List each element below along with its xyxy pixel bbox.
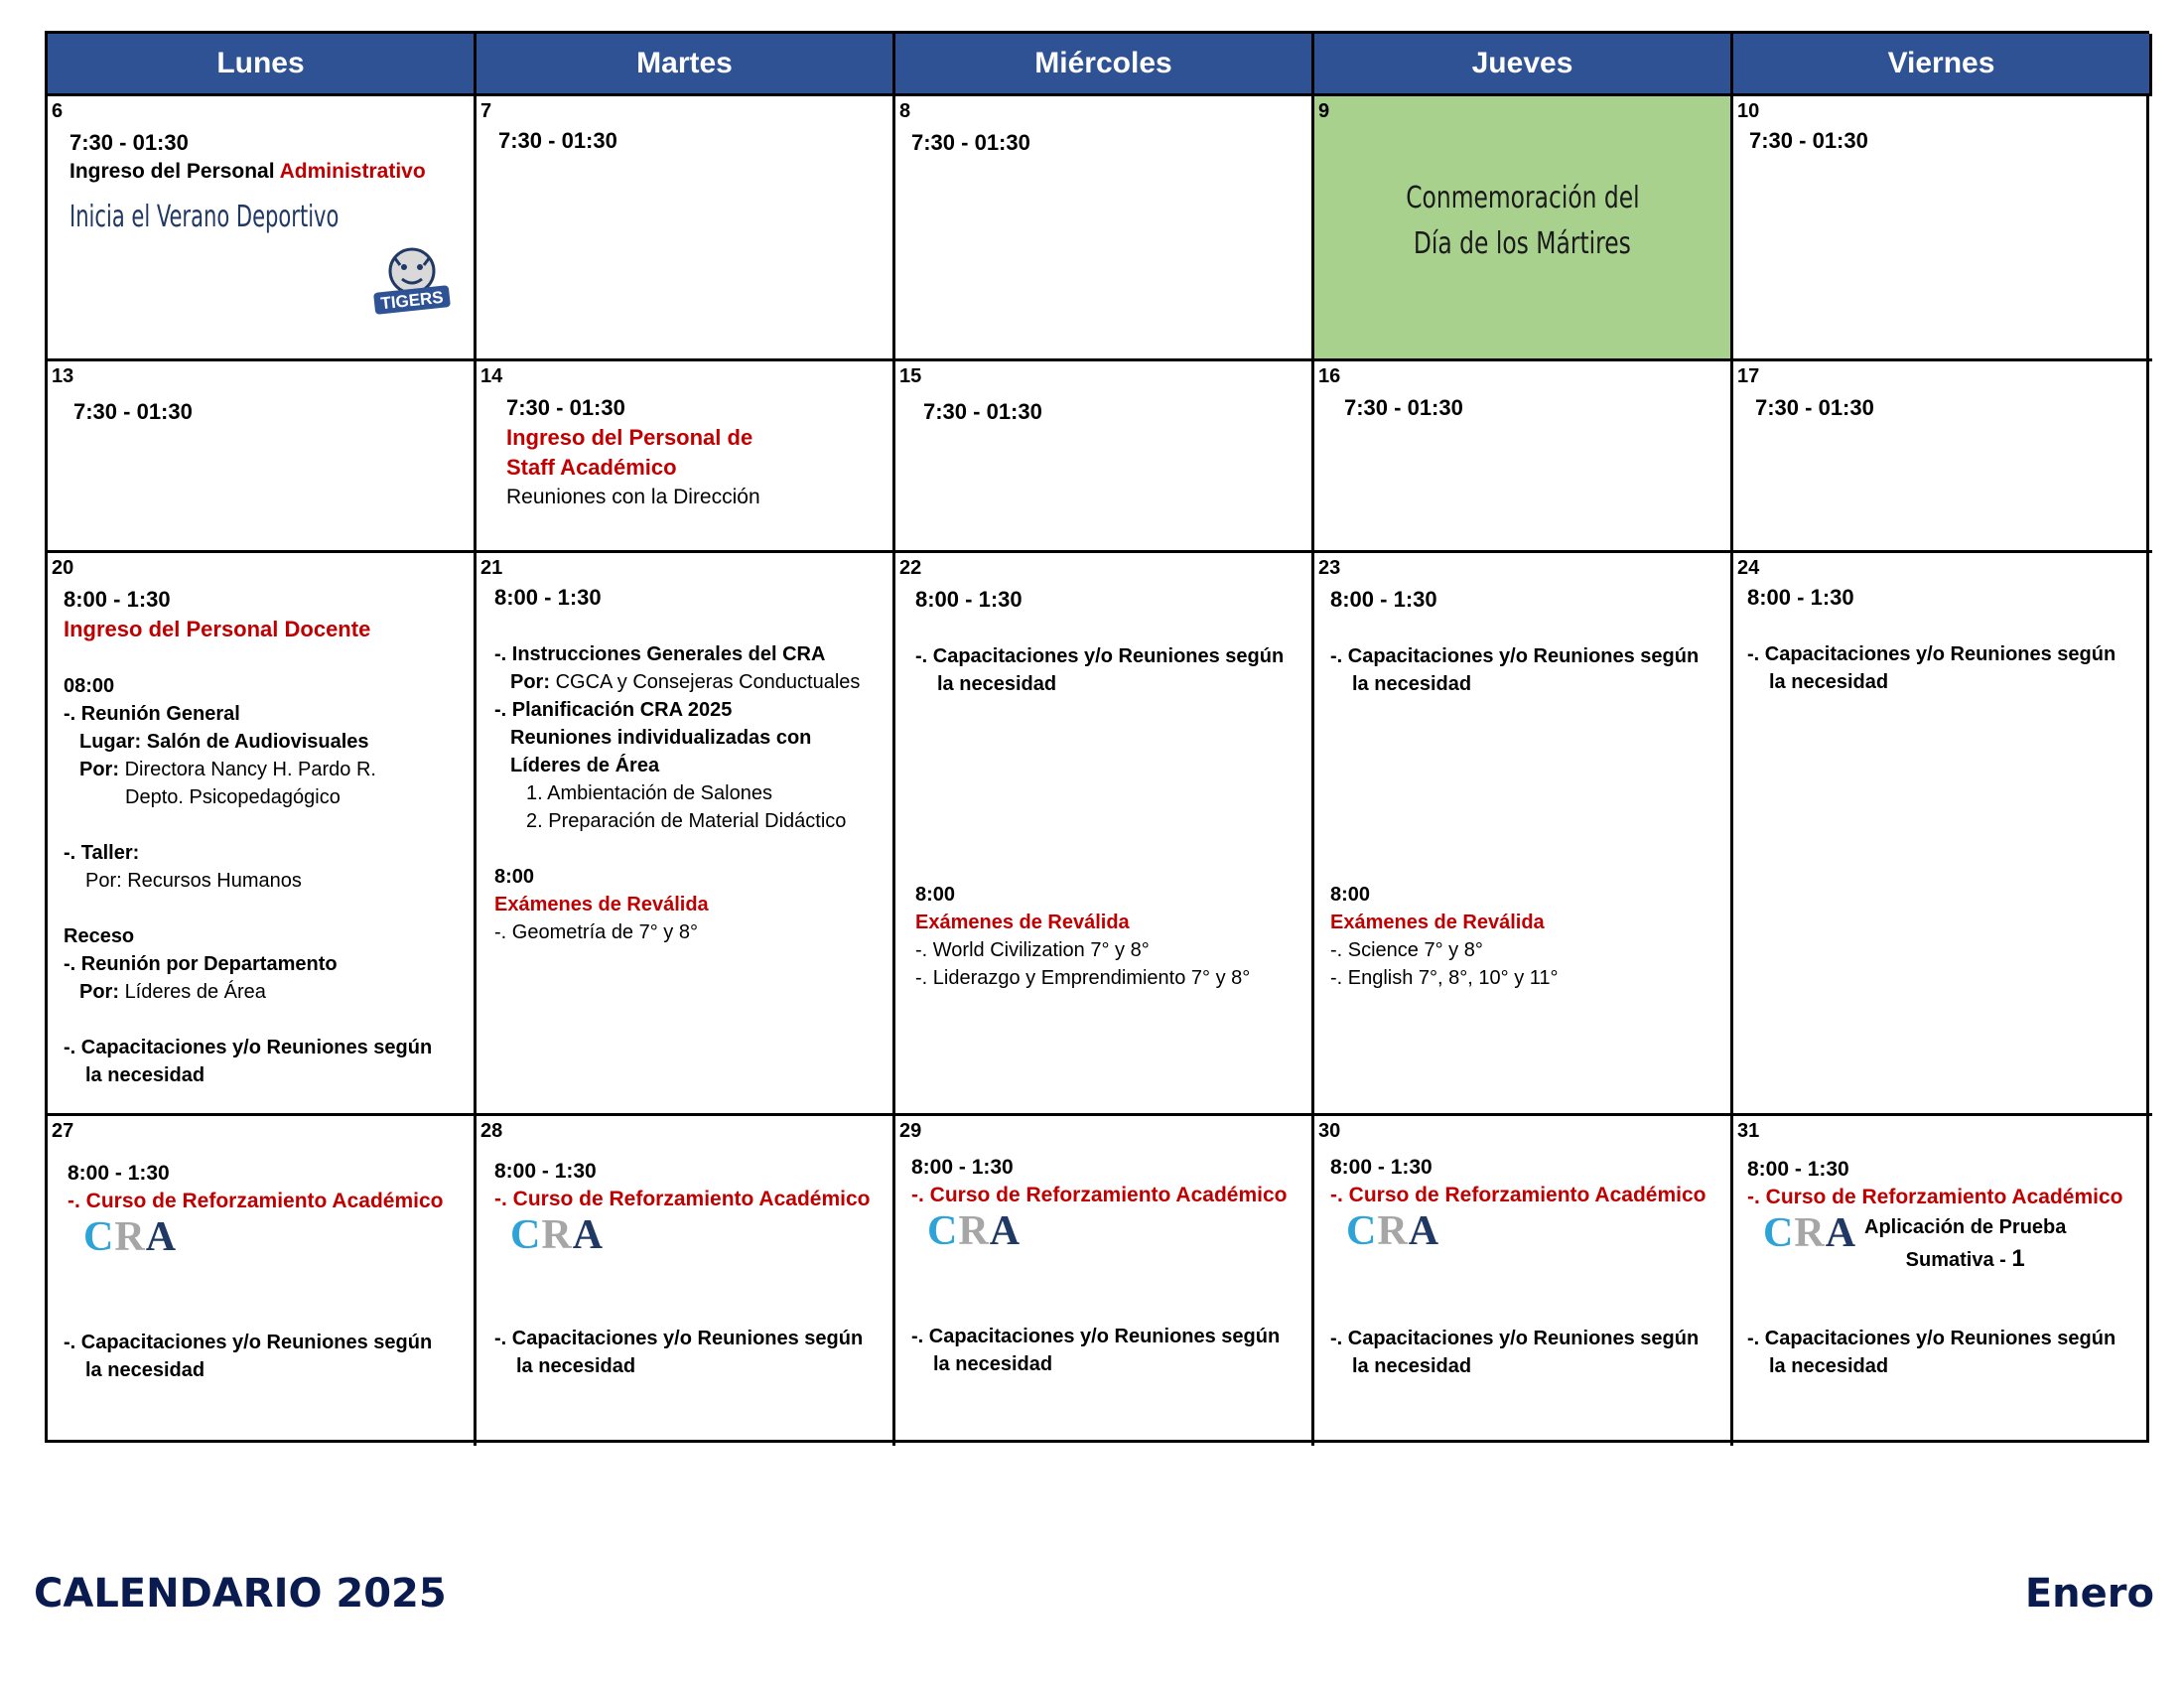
day-cell-20 — [48, 553, 477, 1116]
day-cell-10 — [1733, 96, 2152, 361]
event-line: Exámenes de Reválida — [494, 894, 709, 915]
time-range: 8:00 - 1:30 — [64, 587, 171, 612]
day-number: 22 — [899, 557, 922, 579]
event-line: 1. Ambientación de Salones — [526, 782, 772, 804]
cra-logo-icon: CRA — [510, 1212, 605, 1258]
event-line: Exámenes de Reválida — [915, 912, 1130, 933]
event-line: la necesidad — [1352, 1355, 1472, 1377]
day-cell-27 — [48, 1116, 477, 1446]
event-line: la necesidad — [937, 673, 1057, 695]
cra-logo-icon: CRA — [83, 1214, 178, 1260]
event-line: Staff Académico — [506, 455, 677, 480]
event-line: -. Capacitaciones y/o Reuniones según — [1330, 645, 1700, 667]
cra-logo-icon: CRA — [927, 1208, 1022, 1254]
event-line: Por: CGCA y Consejeras Conductuales — [510, 671, 861, 693]
event-line: -. Instrucciones Generales del CRA — [494, 643, 826, 665]
svg-text:TIGERS: TIGERS — [379, 287, 445, 314]
day-cell-14 — [477, 361, 895, 553]
conmemoracion-text: Conmemoración del Día de los Mártires — [1405, 181, 1640, 261]
event-line: Líderes de Área — [510, 755, 660, 776]
day-number: 6 — [52, 100, 64, 122]
event-line: Ingreso del Personal Docente — [64, 617, 371, 641]
event-line: -. World Civilization 7° y 8° — [915, 939, 1150, 961]
time-range: 7:30 - 01:30 — [1344, 395, 1463, 420]
day-cell-31 — [1733, 1116, 2152, 1446]
event-line: Lugar: Salón de Audiovisuales — [79, 731, 369, 753]
day-cell-13 — [48, 361, 477, 553]
day-number: 28 — [480, 1120, 503, 1142]
event-line: -. Science 7° y 8° — [1330, 939, 1483, 961]
day-cell-30 — [1314, 1116, 1733, 1446]
event-line: -. English 7°, 8°, 10° y 11° — [1330, 967, 1559, 989]
event-line: 2. Preparación de Material Didáctico — [526, 810, 847, 832]
calendar-grid — [45, 31, 2149, 1443]
day-cell-24 — [1733, 553, 2152, 1116]
day-cell-21 — [477, 553, 895, 1116]
event-line: Exámenes de Reválida — [1330, 912, 1545, 933]
time-range: 7:30 - 01:30 — [506, 395, 625, 420]
day-header-jueves: Jueves — [1314, 34, 1733, 96]
time-range: 7:30 - 01:30 — [498, 128, 617, 153]
day-number: 30 — [1318, 1120, 1341, 1142]
day-number: 17 — [1737, 365, 1760, 387]
time-range: 8:00 - 1:30 — [494, 585, 602, 610]
event-line: -. Curso de Reforzamiento Académico — [911, 1184, 1288, 1206]
day-number: 13 — [52, 365, 74, 387]
event-line: Reuniones con la Dirección — [506, 486, 760, 508]
event-line: Reuniones individualizadas con — [510, 727, 812, 749]
time-range: 7:30 - 01:30 — [923, 399, 1042, 424]
day-number: 21 — [480, 557, 503, 579]
event-line: -. Capacitaciones y/o Reuniones según — [64, 1332, 433, 1353]
month-label: Enero — [2024, 1571, 2154, 1617]
day-number: 31 — [1737, 1120, 1760, 1142]
tigers-logo-icon — [372, 243, 452, 323]
day-number: 29 — [899, 1120, 922, 1142]
event-line: 8:00 — [1330, 884, 1371, 906]
event-line: Receso — [64, 925, 135, 947]
day-cell-8 — [895, 96, 1314, 361]
cra-logo-icon: CRA — [1763, 1210, 1857, 1256]
time-range: 8:00 - 1:30 — [911, 1156, 1014, 1179]
event-line: la necesidad — [85, 1359, 205, 1381]
prueba-sumativa-text: Aplicación de Prueba Sumativa - 1 — [1864, 1216, 2067, 1272]
event-line: -. Curso de Reforzamiento Académico — [68, 1190, 444, 1212]
event-line: -. Curso de Reforzamiento Académico — [1747, 1186, 2123, 1208]
event-line: -. Capacitaciones y/o Reuniones según — [915, 645, 1285, 667]
day-cell-6 — [48, 96, 477, 361]
event-line: -. Reunión General — [64, 703, 240, 725]
day-cell-7 — [477, 96, 895, 361]
time-range: 8:00 - 1:30 — [1330, 587, 1437, 612]
event-line: la necesidad — [516, 1355, 636, 1377]
time-range: 8:00 - 1:30 — [1330, 1156, 1433, 1179]
day-cell-28 — [477, 1116, 895, 1446]
event-line: Por: Directora Nancy H. Pardo R. — [79, 759, 376, 780]
day-cell-23 — [1314, 553, 1733, 1116]
day-cell-29 — [895, 1116, 1314, 1446]
day-header-miercoles: Miércoles — [895, 34, 1314, 96]
cra-logo-icon: CRA — [1346, 1208, 1440, 1254]
time-range: 8:00 - 1:30 — [68, 1162, 170, 1185]
event-line: la necesidad — [1769, 1355, 1889, 1377]
time-range: 8:00 - 1:30 — [494, 1160, 597, 1183]
event-line: la necesidad — [933, 1353, 1053, 1375]
event-line: 08:00 — [64, 675, 115, 697]
event-line: Ingreso del Personal Administrativo — [69, 160, 426, 183]
day-cell-17 — [1733, 361, 2152, 553]
time-range: 8:00 - 1:30 — [1747, 1158, 1849, 1181]
day-cell-22 — [895, 553, 1314, 1116]
time-range: 8:00 - 1:30 — [915, 587, 1023, 612]
event-line: Ingreso del Personal de — [506, 425, 753, 450]
time-range: 7:30 - 01:30 — [1755, 395, 1874, 420]
event-line: -. Taller: — [64, 842, 140, 864]
day-number: 16 — [1318, 365, 1341, 387]
day-number: 27 — [52, 1120, 74, 1142]
event-line: 8:00 — [494, 866, 535, 888]
event-line: -. Capacitaciones y/o Reuniones según — [1747, 1328, 2116, 1349]
event-line: -. Curso de Reforzamiento Académico — [494, 1188, 871, 1210]
event-line: -. Liderazgo y Emprendimiento 7° y 8° — [915, 967, 1251, 989]
calendar-title: CALENDARIO 2025 — [34, 1571, 447, 1617]
day-cell-9 — [1314, 96, 1733, 361]
event-line: 8:00 — [915, 884, 956, 906]
event-line: la necesidad — [85, 1064, 205, 1086]
day-header-lunes: Lunes — [48, 34, 477, 96]
event-line: -. Capacitaciones y/o Reuniones según — [64, 1037, 433, 1058]
event-line: -. Geometría de 7° y 8° — [494, 921, 698, 943]
event-line: -. Capacitaciones y/o Reuniones según — [1330, 1328, 1700, 1349]
day-number: 9 — [1318, 100, 1330, 122]
event-line: la necesidad — [1352, 673, 1472, 695]
day-number: 23 — [1318, 557, 1341, 579]
event-line: -. Capacitaciones y/o Reuniones según — [911, 1326, 1281, 1347]
event-line: Por: Recursos Humanos — [85, 870, 302, 892]
day-number: 8 — [899, 100, 911, 122]
event-line: -. Planificación CRA 2025 — [494, 699, 733, 721]
event-line: -. Curso de Reforzamiento Académico — [1330, 1184, 1706, 1206]
day-number: 15 — [899, 365, 922, 387]
day-cell-15 — [895, 361, 1314, 553]
event-line: Por: Líderes de Área — [79, 981, 266, 1003]
event-line: -. Capacitaciones y/o Reuniones según — [1747, 643, 2116, 665]
event-line: la necesidad — [1769, 671, 1889, 693]
day-number: 24 — [1737, 557, 1760, 579]
day-number: 14 — [480, 365, 503, 387]
time-range: 7:30 - 01:30 — [1749, 128, 1868, 153]
event-line: Depto. Psicopedagógico — [125, 786, 341, 808]
time-range: 7:30 - 01:30 — [911, 130, 1030, 155]
verano-deportivo-text: Inicia el Verano Deportivo — [69, 200, 340, 234]
event-line: -. Reunión por Departamento — [64, 953, 338, 975]
day-number: 20 — [52, 557, 74, 579]
day-number: 7 — [480, 100, 492, 122]
day-header-viernes: Viernes — [1733, 34, 2152, 96]
time-range: 7:30 - 01:30 — [73, 399, 193, 424]
time-range: 8:00 - 1:30 — [1747, 585, 1854, 610]
day-header-martes: Martes — [477, 34, 895, 96]
event-line: -. Capacitaciones y/o Reuniones según — [494, 1328, 864, 1349]
time-range: 7:30 - 01:30 — [69, 130, 189, 155]
day-number: 10 — [1737, 100, 1760, 122]
day-cell-16 — [1314, 361, 1733, 553]
